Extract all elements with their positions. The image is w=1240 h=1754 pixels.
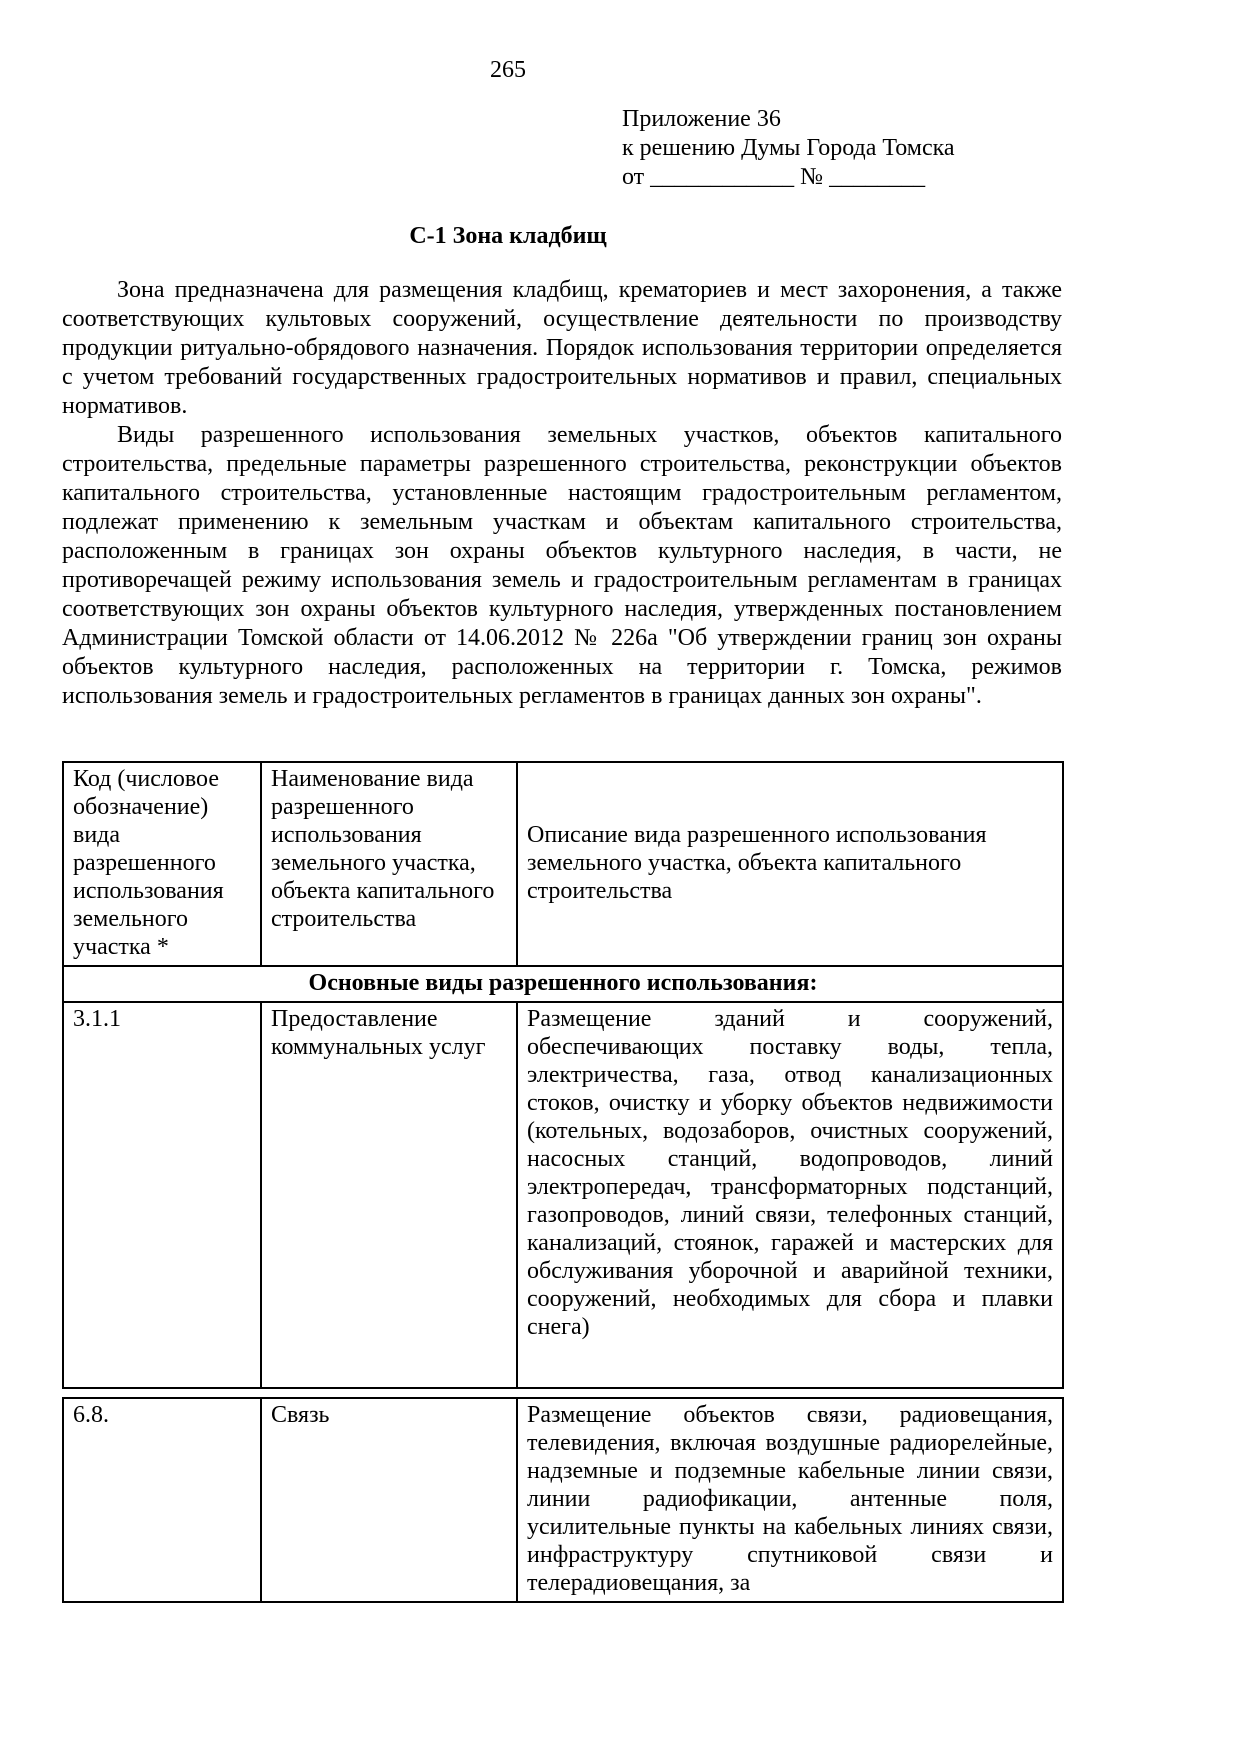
header-cell-name: Наименование вида разрешенного использования земельного участка, объекта капитального строительства — [261, 762, 517, 966]
cell-name: Связь — [261, 1398, 517, 1602]
permitted-use-table-continued — [62, 1397, 1064, 1603]
annex-line-2: к решению Думы Города Томска — [622, 135, 955, 161]
cell-description: Размещение зданий и сооружений, обеспечивающих поставку воды, тепла, электричества, газа, отвод канализационных стоков, очистку и уборку объектов недвижимости (котельных, водозаборов, очистных сооружений, насосных станций, водопроводов, линий электропередач, трансформаторных подстанций, газопроводов, линий связи, телефонных станций, канализаций, стоянок, гаражей и мастерских для обслуживания уборочной и аварийной техники, сооружений, необходимых для сбора и плавки снега) — [517, 1002, 1063, 1388]
table-body — [63, 1398, 1063, 1602]
header-cell-code: Код (числовое обозначение) вида разрешенного использования земельного участка * — [63, 762, 261, 966]
paragraph-usage-regulations: Виды разрешенного использования земельных участков, объектов капитального строительства, предельные параметры разрешенного строительства, реконструкции объектов капитального строительства, установленные настоящим градостроительным регламентом, подлежат применению к земельным участкам и объектам капитального строительства, расположенным в границах зон охраны объектов культурного наследия, в части, не противоречащей режиму использования земель и градостроительным регламентам в границах соответствующих зон охраны объектов культурного наследия, утвержденных постановлением Администрации Томской области от 14.06.2012 № 226а "Об утверждении границ зон охраны объектов культурного наследия, расположенных на территории г. Томска, режимов использования земель и градостроительных регламентов в границах данных зон охраны". — [62, 422, 1062, 709]
annex-line-3: от ____________ № ________ — [622, 164, 926, 190]
annex-block — [622, 105, 1062, 192]
table-section-row — [63, 966, 1063, 1002]
cell-description: Размещение объектов связи, радиовещания, телевидения, включая воздушные радиорелейные, надземные и подземные кабельные линии связи, линии радиофикации, антенные поля, усилительные пункты на кабельных линиях связи, инфраструктуру спутниковой связи и телерадиовещания, за — [517, 1398, 1063, 1602]
annex-line-1: Приложение 36 — [622, 106, 781, 132]
permitted-use-table — [62, 761, 1064, 1389]
table-row-3-1-1 — [63, 1002, 1063, 1388]
page-number: 265 — [490, 57, 526, 83]
cell-code: 3.1.1 — [63, 1002, 261, 1388]
header-cell-description: Описание вида разрешенного использования земельного участка, объекта капитального строительства — [517, 762, 1063, 966]
table-body — [63, 762, 1063, 1388]
section-title: Основные виды разрешенного использования: — [63, 966, 1063, 1002]
cell-name: Предоставление коммунальных услуг — [261, 1002, 517, 1388]
document-title: С-1 Зона кладбищ — [409, 223, 607, 249]
table-row-6-8 — [63, 1398, 1063, 1602]
cell-code: 6.8. — [63, 1398, 261, 1602]
table-header-row — [63, 762, 1063, 966]
paragraph-zone-purpose: Зона предназначена для размещения кладбищ, крематориев и мест захоронения, а также соответствующих культовых сооружений, осуществление деятельности по производству продукции ритуально-обрядового назначения. Порядок использования территории определяется с учетом требований государственных градостроительных нормативов и правил, специальных нормативов. — [62, 277, 1062, 419]
